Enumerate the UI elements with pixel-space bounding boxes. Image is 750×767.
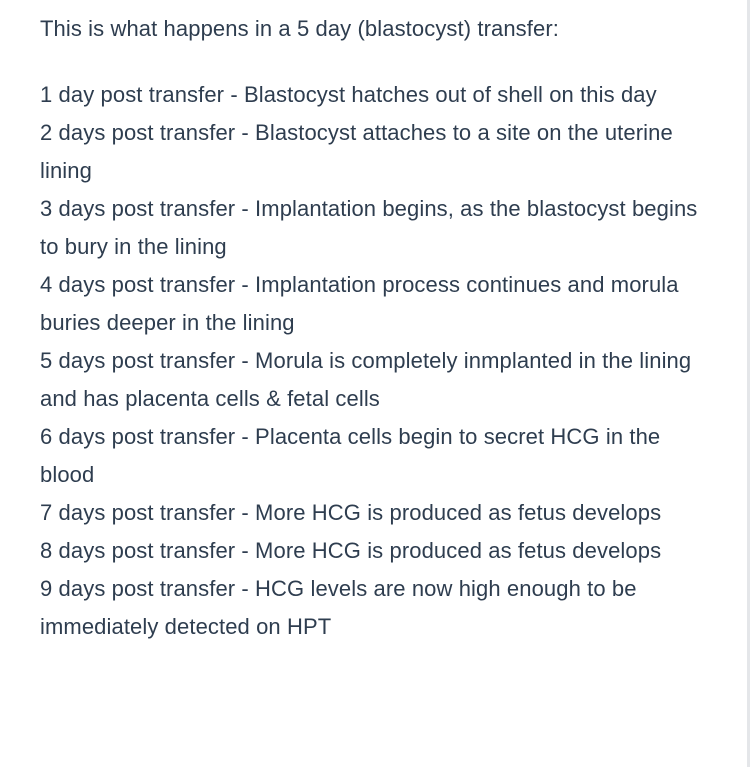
- list-item: 4 days post transfer - Implantation process continues and morula buries deeper in the lining: [40, 272, 679, 335]
- list-item: 9 days post transfer - HCG levels are now high enough to be immediately detected on HPT: [40, 576, 637, 639]
- paragraph-spacer: [40, 48, 707, 76]
- list-item: 7 days post transfer - More HCG is produced as fetus develops: [40, 500, 662, 525]
- intro-paragraph: This is what happens in a 5 day (blastocyst) transfer:: [40, 16, 559, 41]
- list-item: 3 days post transfer - Implantation begins, as the blastocyst begins to bury in the lining: [40, 196, 698, 259]
- list-item: 6 days post transfer - Placenta cells begin to secret HCG in the blood: [40, 424, 661, 487]
- list-item: 8 days post transfer - More HCG is produced as fetus develops: [40, 538, 662, 563]
- list-item: 5 days post transfer - Morula is completely inmplanted in the lining and has placenta cells & fetal cells: [40, 348, 692, 411]
- list-item: 1 day post transfer - Blastocyst hatches out of shell on this day: [40, 82, 657, 107]
- transfer-timeline-list: [40, 76, 707, 646]
- list-item: 2 days post transfer - Blastocyst attaches to a site on the uterine lining: [40, 120, 673, 183]
